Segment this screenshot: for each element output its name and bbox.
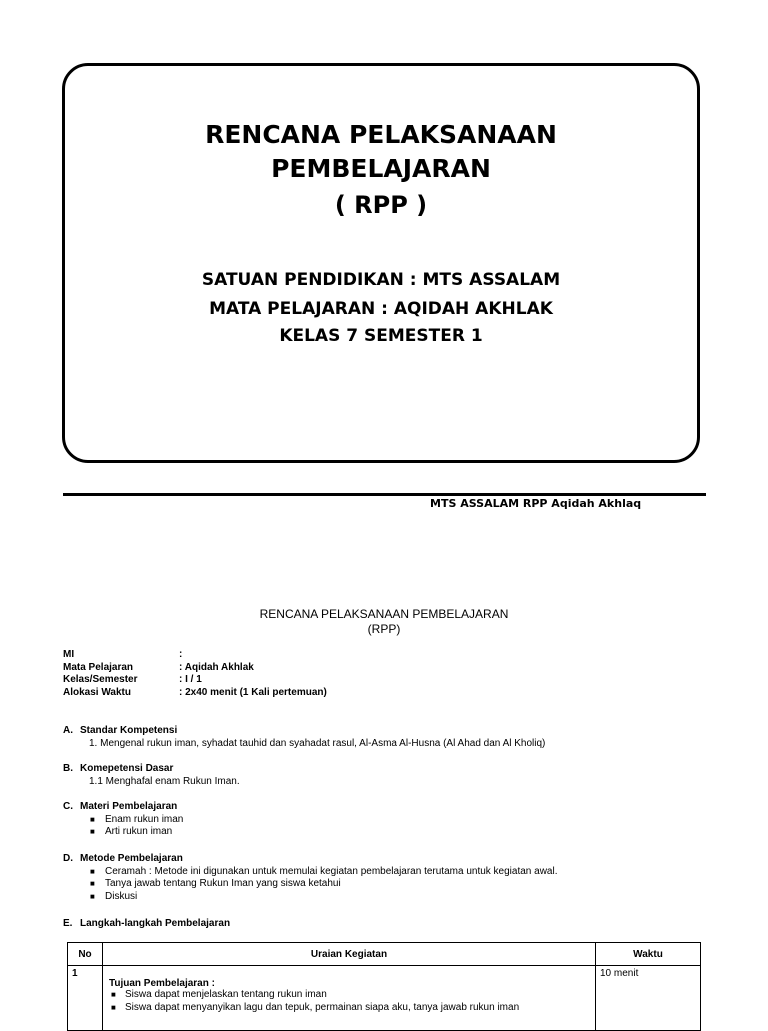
section-title — [63, 763, 240, 776]
cover-title-rpp: ( RPP ) — [334, 191, 428, 219]
section-materi — [63, 801, 183, 839]
identity-key: Alokasi Waktu — [63, 686, 131, 698]
identity-value: : Aqidah Akhlak — [179, 661, 254, 673]
table-row — [68, 966, 701, 1031]
list-item — [90, 826, 183, 839]
list-item — [107, 1002, 591, 1015]
identity-row — [63, 662, 327, 675]
cell-uraian — [103, 966, 596, 1031]
cover-title — [65, 118, 697, 186]
list-item-text: Arti rukun iman — [105, 826, 173, 837]
square-bullet-icon: ■ — [90, 891, 95, 901]
section-letter: B. — [63, 763, 73, 774]
cover-title-line1: RENCANA PELAKSANAAN — [205, 120, 557, 149]
section-title-text: Langkah-langkah Pembelajaran — [80, 918, 231, 929]
section-letter: C. — [63, 801, 73, 812]
section-item: 1. Mengenal rukun iman, syhadat tauhid dan syahadat rasul, Al-Asma Al-Husna (Al Ahad dan Al Kholiq) — [89, 737, 546, 749]
identity-value: : I / 1 — [179, 674, 202, 685]
cover-title-line2: PEMBELAJARAN — [271, 154, 491, 183]
section-title — [63, 725, 545, 738]
cover-satuan: SATUAN PENDIDIKAN : MTS ASSALAM — [201, 270, 561, 290]
square-bullet-icon: ■ — [90, 827, 95, 836]
list-item-text: Enam rukun iman — [105, 813, 184, 825]
doc-heading-rpp: (RPP) — [367, 622, 401, 636]
section-letter: D. — [63, 853, 73, 864]
header-waktu: Waktu — [596, 943, 701, 966]
identity-value: : 2x40 menit (1 Kali pertemuan) — [179, 686, 327, 698]
section-langkah — [63, 918, 230, 931]
page-header-rule — [63, 493, 706, 496]
list-item — [90, 878, 558, 891]
list-item-text: Siswa dapat menjelaskan tentang rukun iman — [125, 989, 327, 1000]
square-bullet-icon: ■ — [90, 866, 95, 876]
square-bullet-icon: ■ — [90, 814, 95, 824]
section-title — [63, 801, 183, 814]
list-item-text: Tanya jawab tentang Rukun Iman yang siswa ketahui — [105, 878, 341, 889]
list-item-text: Siswa dapat menyanyikan lagu dan tepuk, permainan siapa aku, tanya jawab rukun iman — [125, 1001, 520, 1013]
bullet-list — [63, 814, 183, 839]
section-title-text: Metode Pembelajaran — [80, 853, 183, 864]
identity-block — [63, 649, 327, 699]
doc-heading: RENCANA PELAKSANAAN PEMBELAJARAN — [259, 607, 509, 621]
section-standar-kompetensi — [63, 725, 545, 750]
identity-row — [63, 649, 327, 662]
section-title-text: Standar Kompetensi — [80, 725, 178, 736]
identity-value: : — [179, 649, 183, 660]
list-item-text: Ceramah : Metode ini digunakan untuk memulai kegiatan pembelajaran terutama untuk kegiatan awal. — [105, 865, 558, 877]
bullet-list — [63, 866, 558, 904]
section-title-text: Komepetensi Dasar — [80, 763, 174, 774]
identity-key: Mata Pelajaran — [63, 661, 134, 673]
square-bullet-icon: ■ — [111, 1002, 116, 1012]
list-item — [90, 866, 558, 879]
page-header-text: MTS ASSALAM RPP Aqidah Akhlaq — [430, 497, 642, 510]
cover-box — [62, 63, 700, 463]
identity-key: Kelas/Semester — [63, 674, 138, 685]
table-header-row — [68, 943, 701, 966]
section-kompetensi-dasar — [63, 763, 240, 788]
section-title — [63, 918, 230, 931]
section-title-text: Materi Pembelajaran — [80, 801, 178, 812]
identity-row — [63, 674, 327, 687]
cell-no: 1 — [68, 966, 103, 1031]
section-title — [63, 853, 558, 866]
section-item: 1.1 Menghafal enam Rukun Iman. — [89, 775, 240, 787]
list-item — [90, 891, 558, 904]
square-bullet-icon: ■ — [111, 990, 116, 999]
section-letter: A. — [63, 725, 73, 736]
header-uraian: Uraian Kegiatan — [103, 943, 596, 966]
header-no: No — [68, 943, 103, 966]
cover-mapel: MATA PELAJARAN : AQIDAH AKHLAK — [209, 299, 553, 319]
cover-kelas: KELAS 7 SEMESTER 1 — [279, 326, 483, 346]
cell-waktu: 10 menit — [596, 966, 701, 1031]
tujuan-label: Tujuan Pembelajaran : — [109, 978, 215, 989]
list-item-text: Diskusi — [105, 890, 138, 902]
square-bullet-icon: ■ — [90, 879, 95, 888]
list-item — [107, 989, 591, 1002]
identity-key: MI — [63, 649, 75, 660]
section-letter: E. — [63, 918, 73, 929]
list-item — [90, 814, 183, 827]
section-metode — [63, 853, 558, 903]
identity-row — [63, 687, 327, 700]
steps-table — [67, 942, 701, 1031]
